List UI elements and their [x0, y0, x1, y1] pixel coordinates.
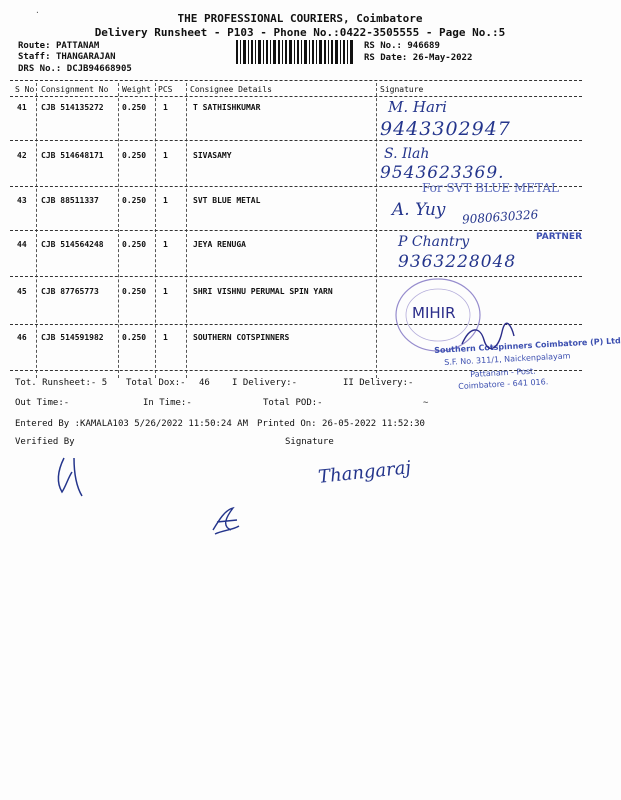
handwritten-name-44: P Chantry	[398, 234, 470, 250]
row-pcs: 1	[163, 151, 168, 160]
total-dox-value: 46	[199, 378, 210, 388]
row-weight: 0.250	[122, 287, 147, 296]
southern-stamp-line1: Southern Cotspinners Coimbatore (P) Ltd	[434, 336, 621, 355]
row-consignee: SOUTHERN COTSPINNERS	[193, 333, 290, 342]
company-title: THE PROFESSIONAL COURIERS, Coimbatore	[177, 12, 423, 25]
route-label: Route:	[18, 41, 51, 51]
row-consignment: CJB 514564248	[41, 240, 104, 249]
row-sno: 46	[17, 333, 27, 342]
tot-runsheet: Tot. Runsheet:- 5	[15, 378, 108, 388]
col-header-pcs: PCS	[158, 85, 173, 94]
col-header-consignee: Consignee Details	[190, 85, 272, 94]
rs-no-field	[364, 41, 440, 51]
southern-stamp-line2: S.F. No. 311/1, Naickenpalayam	[444, 351, 571, 367]
staff-signature: Thangaraj	[317, 457, 412, 488]
row-consignee: JEYA RENUGA	[193, 240, 246, 249]
middle-signature-mark	[205, 500, 245, 540]
col-header-consignment: Consignment No	[41, 85, 109, 94]
row-divider	[10, 140, 582, 141]
row-consignment: CJB 88511337	[41, 196, 99, 205]
partner-stamp: PARTNER	[536, 232, 583, 242]
handwritten-phone-44: 9363228048	[398, 252, 517, 272]
table-header-rule	[10, 96, 582, 97]
row-pcs: 1	[163, 240, 168, 249]
row-sno: 41	[17, 103, 27, 112]
row-consignee: SIVASAMY	[193, 151, 232, 160]
southern-stamp-signature-mark	[458, 322, 518, 352]
row-consignment: CJB 514648171	[41, 151, 104, 160]
row-weight: 0.250	[122, 103, 147, 112]
rs-date-label: RS Date:	[364, 53, 408, 63]
handwritten-sig-43: A. Yuy	[392, 200, 446, 220]
runsheet-subtitle: Delivery Runsheet - P103 - Phone No.:0422-3505555 - Page No.:5	[94, 26, 506, 39]
signature-label: Signature	[285, 437, 334, 447]
rs-date-value: 26-May-2022	[412, 53, 473, 63]
rs-no-label: RS No.:	[364, 41, 402, 51]
handwritten-phone-41: 9443302947	[380, 118, 511, 140]
row-weight: 0.250	[122, 333, 147, 342]
row-pcs: 1	[163, 287, 168, 296]
drs-field	[18, 64, 132, 74]
handwritten-phone-42: 9543623369.	[380, 163, 505, 183]
drs-label: DRS No.:	[18, 64, 62, 74]
total-pod: Total POD:-	[263, 398, 323, 408]
col-header-signature: Signature	[380, 85, 424, 94]
ii-delivery: II Delivery:-	[343, 378, 414, 388]
row-sno: 45	[17, 287, 27, 296]
staff-field	[18, 52, 116, 62]
row-sno: 42	[17, 151, 27, 160]
verified-by: Verified By	[15, 437, 75, 447]
row-consignee: T SATHISHKUMAR	[193, 103, 261, 112]
rs-date-field	[364, 53, 472, 63]
row-consignee: SVT BLUE METAL	[193, 196, 261, 205]
row-weight: 0.250	[122, 240, 147, 249]
rs-no-value: 946689	[407, 41, 440, 51]
row-consignment: CJB 87765773	[41, 287, 99, 296]
in-time: In Time:-	[143, 398, 192, 408]
col-header-weight: Weight	[122, 85, 151, 94]
row-consignee: SHRI VISHNU PERUMAL SPIN YARN	[193, 287, 333, 296]
row-weight: 0.250	[122, 196, 147, 205]
route-value: PATTANAM	[55, 41, 100, 51]
entered-by: Entered By :KAMALA103 5/26/2022 11:50:24 AM	[15, 419, 248, 429]
out-time: Out Time:-	[15, 398, 70, 408]
row-pcs: 1	[163, 103, 168, 112]
row-pcs: 1	[163, 196, 168, 205]
staff-label: Staff:	[18, 52, 51, 62]
southern-stamp-line3: Pattanam - Post.	[470, 366, 536, 379]
southern-stamp-line4: Coimbatore - 641 016.	[458, 377, 549, 391]
total-dox-label: Total Dox:-	[126, 378, 186, 388]
row-divider	[10, 230, 582, 231]
mihir-stamp-name: MIHIR	[412, 304, 456, 322]
route-field	[18, 41, 99, 51]
printed-on: Printed On: 26-05-2022 11:52:30	[257, 419, 425, 429]
handwritten-name-41: M. Hari	[388, 98, 447, 116]
row-weight: 0.250	[122, 151, 147, 160]
drs-value: DCJB94668905	[66, 64, 132, 74]
row-consignment: CJB 514591982	[41, 333, 104, 342]
staff-value: THANGARAJAN	[55, 52, 116, 62]
barcode-image	[236, 40, 356, 64]
row-pcs: 1	[163, 333, 168, 342]
punch-mark: ·	[35, 8, 40, 17]
row-sno: 44	[17, 240, 27, 249]
stray-mark: ∼	[423, 398, 429, 408]
verified-by-signature-mark	[52, 452, 92, 502]
svt-stamp-text: For SVT BLUE METAL	[422, 181, 559, 195]
table-top-rule	[10, 80, 582, 81]
row-consignment: CJB 514135272	[41, 103, 104, 112]
row-sno: 43	[17, 196, 27, 205]
row-divider	[10, 276, 582, 277]
handwritten-name-42: S. Ilah	[384, 146, 430, 162]
col-header-sno: S No	[15, 85, 35, 94]
handwritten-phone-43: 9080630326	[461, 207, 539, 227]
i-delivery: I Delivery:-	[232, 378, 298, 388]
